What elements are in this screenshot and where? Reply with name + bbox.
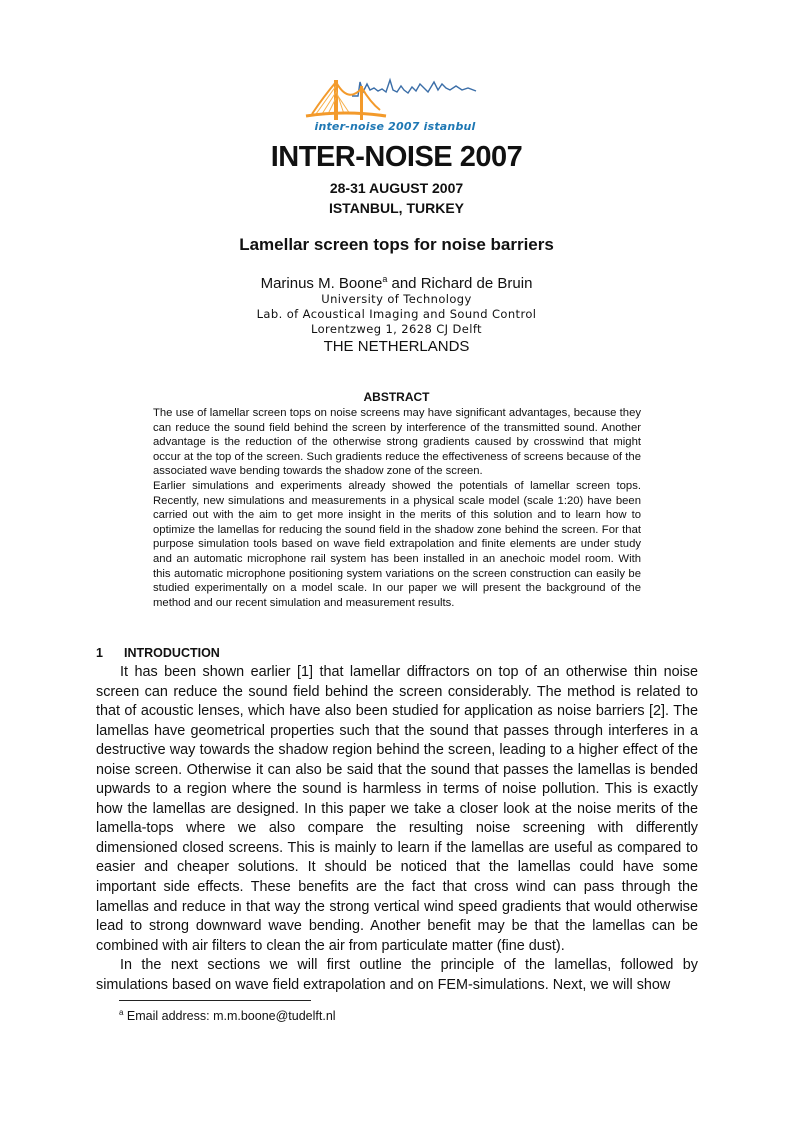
body-paragraph: In the next sections we will first outline the principle of the lamellas, followed by simulations based on wave field extrapolation and on FEM-simulations. Next, we will show xyxy=(96,957,698,993)
abstract-body xyxy=(153,406,641,610)
footnote-text: Email address: m.m.boone@tudelft.nl xyxy=(123,1009,336,1024)
abstract-paragraph: The use of lamellar screen tops on noise screens may have significant advantages, because they can reduce the sound field behind the screen by interference of the transmitted sound. Another advantage is the reduction of the otherwise strong gradients caused by crosswind that might occur at the top of the screen. Such gradients reduce the effectiveness of screens because of the associated wave bending towards the shadow zone of the screen. xyxy=(153,407,641,478)
affiliation-university: University of Technology xyxy=(321,292,472,306)
bridge-cables xyxy=(312,82,380,114)
author-second: and Richard de Bruin xyxy=(387,275,533,292)
conference-title: INTER-NOISE 2007 xyxy=(270,141,523,173)
sound-wave-line xyxy=(352,80,476,96)
footnote-mark: a xyxy=(119,1008,124,1017)
paper-title: Lamellar screen tops for noise barriers xyxy=(239,235,554,254)
abstract-heading: ABSTRACT xyxy=(363,390,430,404)
author-footnote-mark: a xyxy=(382,274,388,284)
section-title: INTRODUCTION xyxy=(124,646,220,660)
conference-location: ISTANBUL, TURKEY xyxy=(328,200,465,216)
bridge-deck xyxy=(306,113,386,116)
section-number: 1 xyxy=(96,646,103,660)
section-heading xyxy=(96,646,220,660)
affiliation-country: THE NETHERLANDS xyxy=(323,338,470,355)
logo-caption: inter-noise 2007 istanbul xyxy=(314,120,476,133)
author-first: Marinus M. Boone xyxy=(260,275,383,292)
footnote xyxy=(119,1008,336,1023)
conference-dates: 28-31 AUGUST 2007 xyxy=(329,180,464,196)
affiliation-lab: Lab. of Acoustical Imaging and Sound Control xyxy=(256,307,537,321)
authors xyxy=(0,274,793,292)
section-body xyxy=(96,663,698,995)
abstract-paragraph: Earlier simulations and experiments already showed the potentials of lamellar screen tops. Recently, new simulations and measurements in a physical scale model (scale 1:20) have been carried out with the aim to get more insight in the merits of this solution and to learn how to optimize the lamellas for reducing the sound field in the shadow zone behind the screen. For that purpose simulation tools based on wave field extrapolation and finite elements are under study and an automatic microphone rail system has been installed in an anechoic model room. With this automatic microphone positioning system variations on the screen construction can easily be studied experimentally on a model scale. In our paper we will present the background of the method and our recent simulation and measurement results. xyxy=(153,479,641,609)
footnote-rule xyxy=(119,1000,311,1001)
body-paragraph: It has been shown earlier [1] that lamellar diffractors on top of an otherwise thin noise screen can reduce the sound field behind the screen considerably. The method is related to that of acoustic lenses, which have also been studied for application as noise barriers [2]. The lamellas have geometrical properties such that the sound that passes through interferes in a destructive way towards the shadow region behind the screen, leading to a higher effect of the noise screen. Otherwise it can also be said that the sound that passes the lamellas is bended upwards to a region where the sound is harmless in terms of noise pollution. This is exactly how the lamellas are designed. In this paper we take a closer look at the noise merits of the lamella-tops where we also compare the resulting noise screening with differently dimensioned closed screens. This is mainly to learn if the lamellas are useful as compared to easier and cheaper solutions. It should be noticed that the lamellas could have some important side effects. These benefits are the fact that cross wind can pass through the lamellas and reduce in that way the strong vertical wind speed gradients that would otherwise lead to strong downward wave bending. Another benefit may be that the lamellas can be combined with air filters to clean the air from particulate matter (fine dust). xyxy=(96,664,698,954)
affiliation-address: Lorentzweg 1, 2628 CJ Delft xyxy=(311,322,482,336)
